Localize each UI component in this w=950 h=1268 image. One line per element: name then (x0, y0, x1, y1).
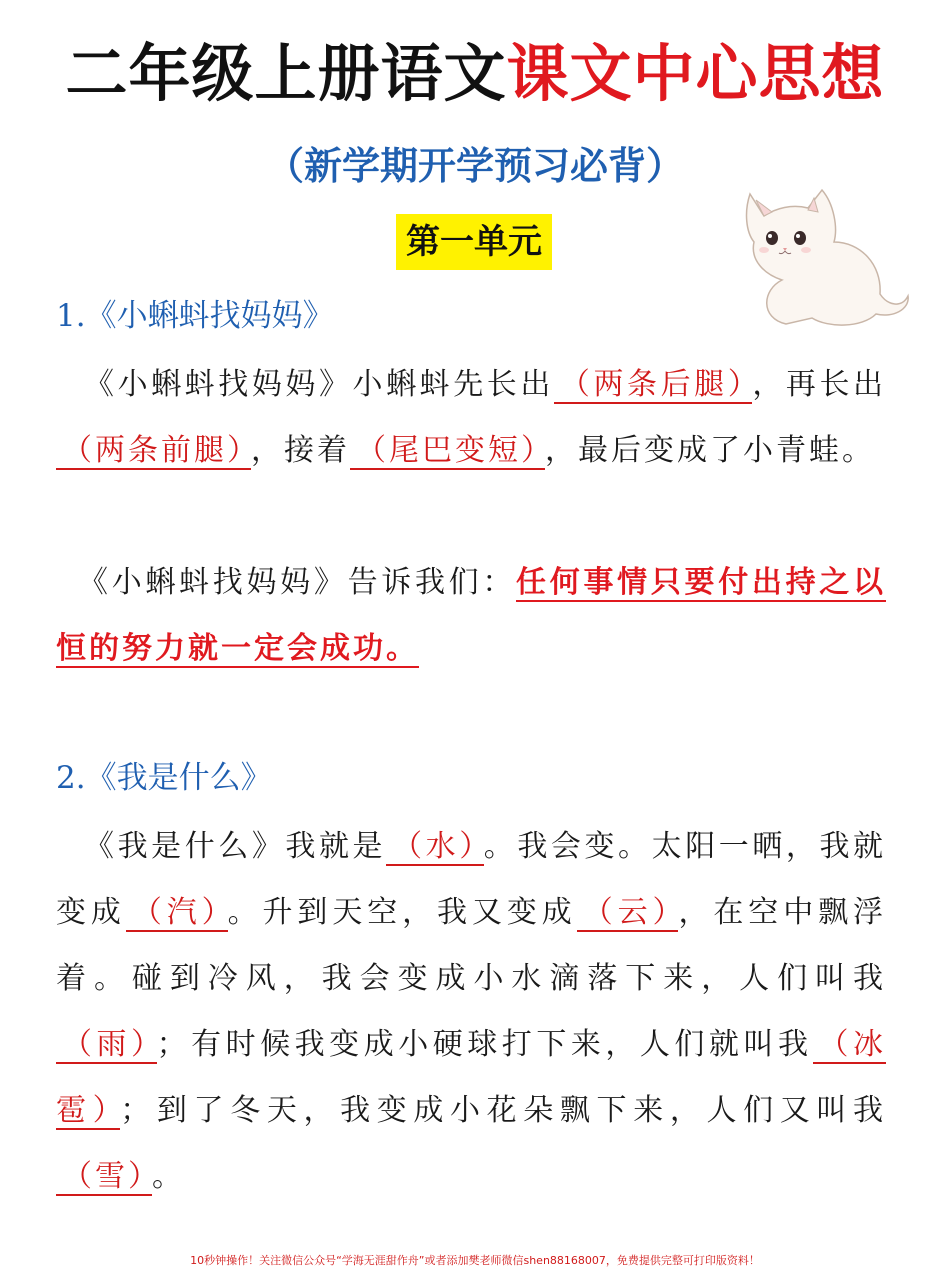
text: ；到了冬天，我变成小花朵飘下来，人们又叫我 (120, 1093, 887, 1128)
title-part-black: 二年级上册语文 (65, 37, 507, 110)
page-title (0, 34, 950, 114)
answer-blank: （云） (577, 895, 679, 932)
section-2-heading: 2.《我是什么》 (56, 760, 272, 796)
unit-label: 第一单元 (396, 214, 552, 270)
answer-blank: （汽） (126, 895, 228, 932)
answer-blank: （水） (386, 829, 484, 866)
text: ，再长出 (752, 367, 887, 402)
text: 。我会变。太阳一晒，我就变成 (56, 829, 887, 930)
answer-blank: （冰雹） (56, 1027, 887, 1128)
text: 《我是什么》我就是 (84, 829, 387, 864)
section-2-paragraph-1 (56, 814, 886, 1210)
section-1-paragraph-2 (56, 550, 886, 682)
text: 《小蝌蚪找妈妈》告诉我们： (78, 565, 517, 600)
text: ；有时候我变成小硬球打下来，人们就叫我 (156, 1027, 813, 1062)
answer-blank: （雪） (56, 1159, 152, 1196)
answer-blank: （尾巴变短） (350, 433, 545, 470)
title-part-red: 课文中心思想 (506, 37, 885, 110)
text: ，在空中飘浮着。碰到冷风，我会变成小水滴落下来，人们叫我 (56, 895, 887, 996)
text: 《小蝌蚪找妈妈》小蝌蚪先长出 (84, 367, 554, 402)
section-1-paragraph-1 (56, 352, 886, 484)
subtitle: （新学期开学预习必背） (265, 143, 684, 188)
section-1-heading: 1.《小蝌蚪找妈妈》 (56, 298, 334, 334)
answer-blank: （两条前腿） (56, 433, 251, 470)
answer-blank: （雨） (56, 1027, 157, 1064)
answer-blank: （两条后腿） (554, 367, 752, 404)
text: 。升到天空，我又变成 (227, 895, 577, 930)
answer-summary: 任何事情只要付出持之以恒的努力就一定会成功。 (56, 565, 887, 666)
text: ，接着 (251, 433, 350, 468)
text: 。 (152, 1159, 185, 1194)
cat-illustration (742, 168, 914, 336)
text: ，最后变成了小青蛙。 (545, 433, 875, 468)
footer-note: 10秒钟操作！关注微信公众号“学海无涯甜作舟”或者添加樊老师微信shen88168007，免费提供完整可打印版资料！ (190, 1254, 760, 1267)
